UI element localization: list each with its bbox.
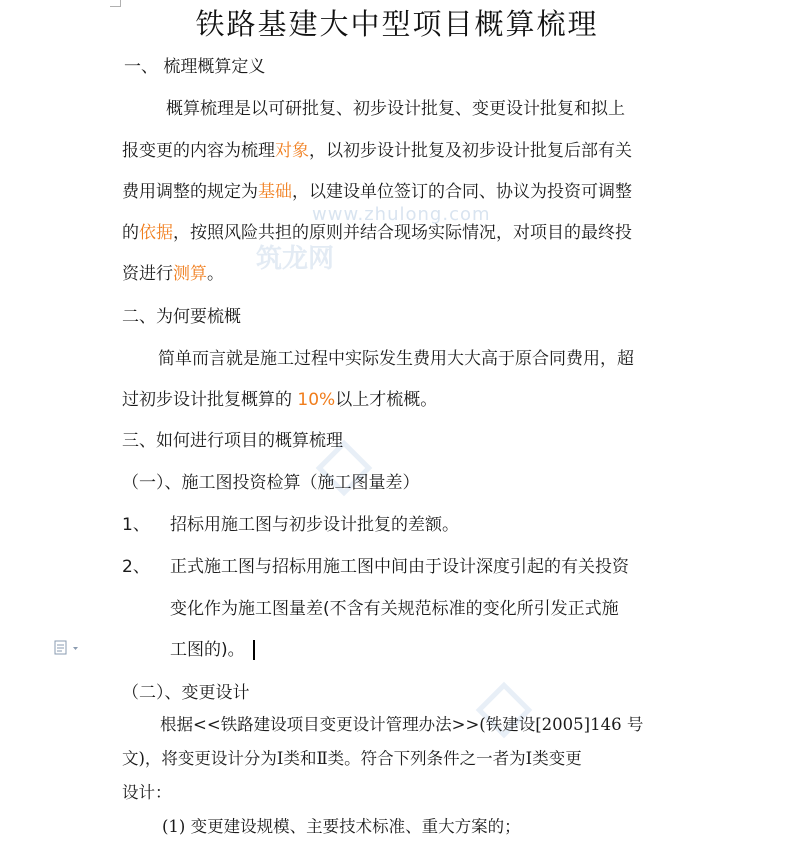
list-item-number: 1、 bbox=[122, 515, 150, 535]
text-span: 工图的)。 bbox=[170, 640, 245, 660]
list-item-number: 2、 bbox=[122, 557, 150, 577]
watermark-brand: 筑龙网 bbox=[256, 244, 335, 274]
text-span: ，以初步设计批复及初步设计批复后部有关 bbox=[309, 141, 632, 161]
text-span: ，以建设单位签订的合同、协议为投资可调整 bbox=[292, 182, 632, 202]
document-paste-icon[interactable] bbox=[54, 640, 80, 656]
subsection-heading: （一）、施工图投资检算（施工图量差） bbox=[122, 473, 420, 493]
document-title: 铁路基建大中型项目概算梳理 bbox=[195, 7, 599, 41]
paragraph-line bbox=[122, 389, 437, 411]
highlight-text: 对象 bbox=[275, 141, 309, 161]
paragraph-line: 根据<<铁路建设项目变更设计管理办法>>(铁建设[2005]146 号 bbox=[160, 715, 644, 734]
highlight-text: 基础 bbox=[258, 182, 292, 202]
watermark-text: www.zhulong.com bbox=[312, 204, 491, 225]
paragraph-line bbox=[122, 181, 632, 203]
subsection-heading: （二）、变更设计 bbox=[122, 683, 250, 703]
paragraph-line: 设计： bbox=[122, 783, 172, 802]
paragraph-line: 文)，将变更设计分为Ⅰ类和Ⅱ类。符合下列条件之一者为Ⅰ类变更 bbox=[122, 749, 582, 768]
paragraph-line: 概算梳理是以可研批复、初步设计批复、变更设计批复和拟上 bbox=[166, 99, 625, 119]
paragraph-line: 简单而言就是施工过程中实际发生费用大大高于原合同费用，超 bbox=[158, 349, 634, 369]
highlight-text: 依据 bbox=[139, 223, 173, 243]
paragraph-line bbox=[122, 263, 224, 285]
list-item-text: 正式施工图与招标用施工图中间由于设计深度引起的有关投资 bbox=[170, 557, 629, 577]
text-span: 费用调整的规定为 bbox=[122, 182, 258, 202]
section-heading: 一、 梳理概算定义 bbox=[124, 57, 266, 77]
text-span: 过初步设计批复概算的 bbox=[122, 390, 298, 410]
list-item-text: 变化作为施工图量差(不含有关规范标准的变化所引发正式施 bbox=[170, 599, 619, 619]
text-span: 报变更的内容为梳理 bbox=[122, 141, 275, 161]
text-span: 的 bbox=[122, 223, 139, 243]
text-span: 以上才梳概。 bbox=[335, 390, 438, 410]
highlight-text: 10% bbox=[297, 390, 336, 410]
text-cursor bbox=[253, 640, 255, 660]
highlight-text: 测算 bbox=[173, 264, 207, 284]
paragraph-line: (1) 变更建设规模、主要技术标准、重大方案的； bbox=[162, 817, 521, 836]
paragraph-line bbox=[122, 222, 632, 244]
list-item-text bbox=[170, 639, 255, 661]
paragraph-line bbox=[122, 140, 632, 162]
text-span: 资进行 bbox=[122, 264, 173, 284]
section-heading: 三、如何进行项目的概算梳理 bbox=[122, 431, 343, 451]
list-item-text: 招标用施工图与初步设计批复的差额。 bbox=[170, 515, 459, 535]
section-heading: 二、为何要梳概 bbox=[122, 307, 241, 327]
text-span: ，按照风险共担的原则并结合现场实际情况，对项目的最终投 bbox=[173, 223, 632, 243]
text-span: 。 bbox=[207, 264, 224, 284]
